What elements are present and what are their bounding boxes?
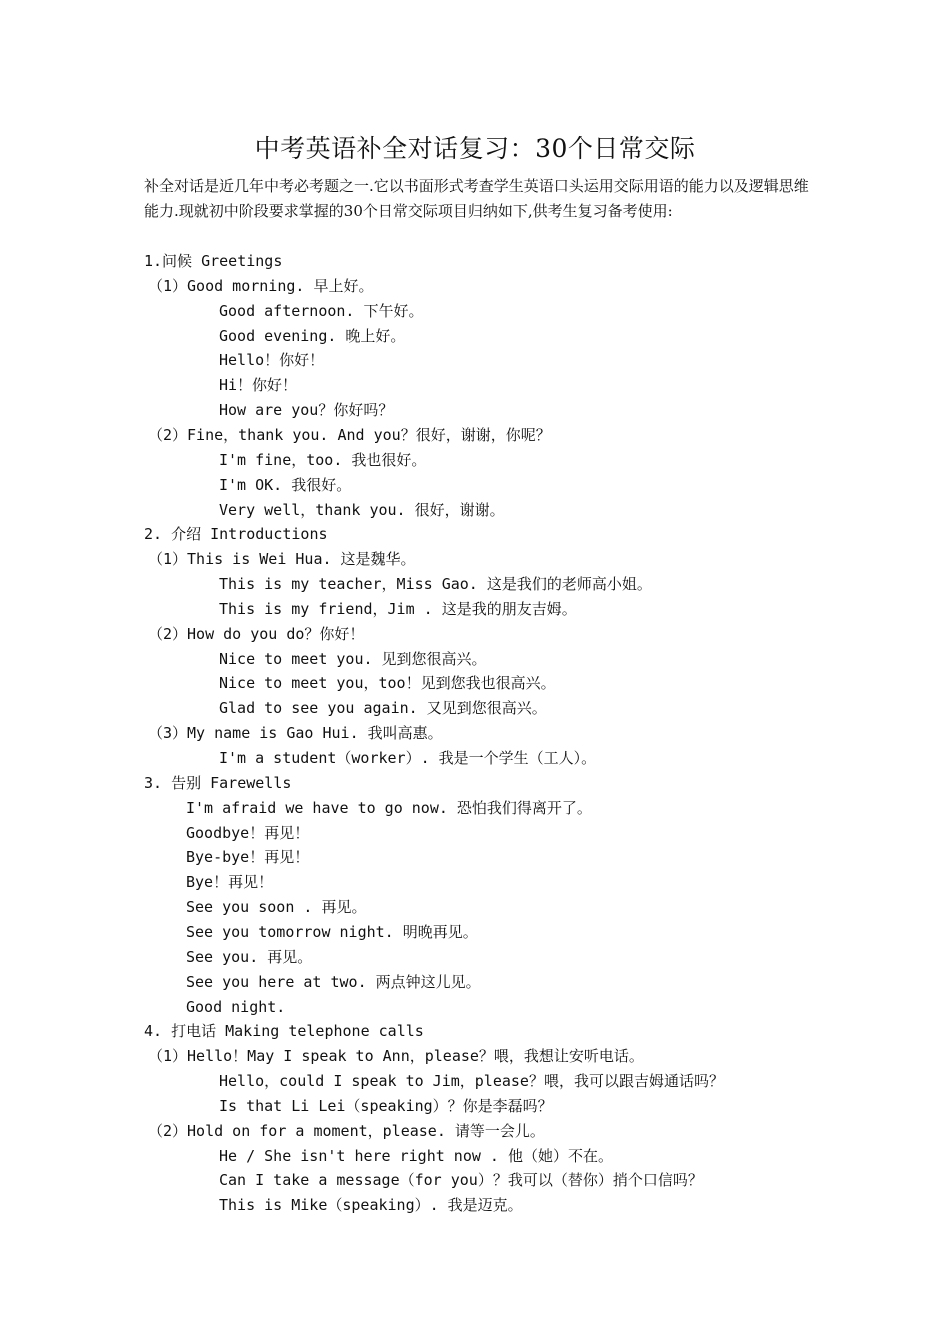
dialogue-line: （1）Good morning. 早上好。 bbox=[148, 276, 374, 295]
dialogue-line: Is that Li Lei（speaking）？你是李磊吗？ bbox=[219, 1096, 553, 1115]
dialogue-line: Bye-bye！再见！ bbox=[186, 848, 310, 867]
dialogue-line: （2）Fine，thank you. And you？很好，谢谢，你呢？ bbox=[148, 425, 551, 444]
dialogue-line: （2）How do you do？你好！ bbox=[148, 624, 365, 643]
dialogue-line: Goodbye！再见！ bbox=[186, 823, 310, 842]
dialogue-line: Hello，could I speak to Jim，please？喂，我可以跟吉姆通话吗？ bbox=[219, 1072, 724, 1091]
dialogue-line: Nice to meet you，too！见到您我也很高兴。 bbox=[219, 674, 556, 693]
section-heading: 1.问候 Greetings bbox=[144, 252, 283, 270]
dialogue-line: （1）This is Wei Hua. 这是魏华。 bbox=[148, 550, 416, 569]
section-heading: 2. 介绍 Introductions bbox=[144, 525, 328, 544]
dialogue-line: This is my teacher，Miss Gao. 这是我们的老师高小姐。 bbox=[219, 575, 652, 594]
dialogue-line: I'm fine，too. 我也很好。 bbox=[219, 450, 427, 469]
dialogue-line: Hello！你好！ bbox=[219, 351, 325, 370]
dialogue-line: （3）My name is Gao Hui. 我叫高惠。 bbox=[148, 724, 443, 743]
dialogue-line: This is Mike（speaking）. 我是迈克。 bbox=[219, 1196, 523, 1215]
dialogue-line: Very well，thank you. 很好，谢谢。 bbox=[219, 500, 505, 519]
dialogue-line: （1）Hello！May I speak to Ann，please？喂，我想让安听电话。 bbox=[148, 1047, 644, 1066]
dialogue-line: He / She isn't here right now . 他（她）不在。 bbox=[219, 1146, 613, 1165]
section-heading: 3. 告别 Farewells bbox=[144, 773, 292, 792]
intro-paragraph: 补全对话是近几年中考必考题之一.它以书面形式考查学生英语口头运用交际用语的能力以及逻辑思维能力.现就初中阶段要求掌握的30个日常交际项目归纳如下,供考生复习备考使用: bbox=[144, 177, 809, 220]
dialogue-line: Glad to see you again. 又见到您很高兴。 bbox=[219, 699, 547, 718]
dialogue-line: This is my friend，Jim . 这是我的朋友吉姆。 bbox=[219, 599, 577, 618]
dialogue-line: See you soon . 再见。 bbox=[186, 898, 367, 917]
page-title: 中考英语补全对话复习：30个日常交际 bbox=[254, 134, 696, 163]
dialogue-line: Good evening. 晚上好。 bbox=[219, 326, 406, 345]
dialogue-line: Bye！再见！ bbox=[186, 873, 274, 892]
dialogue-line: I'm a student（worker）. 我是一个学生（工人）。 bbox=[219, 749, 597, 767]
dialogue-line: Can I take a message（for you）？我可以（替你）捎个口信吗？ bbox=[219, 1171, 703, 1190]
dialogue-line: Hi！你好！ bbox=[219, 376, 298, 395]
section-heading: 4. 打电话 Making telephone calls bbox=[144, 1022, 424, 1041]
dialogue-line: Good night. bbox=[186, 997, 286, 1016]
dialogue-line: How are you？你好吗？ bbox=[219, 401, 394, 420]
dialogue-line: I'm OK. 我很好。 bbox=[219, 475, 352, 494]
dialogue-line: See you. 再见。 bbox=[186, 947, 313, 966]
dialogue-line: See you tomorrow night. 明晚再见。 bbox=[186, 922, 478, 941]
dialogue-line: I'm afraid we have to go now. 恐怕我们得离开了。 bbox=[186, 798, 592, 817]
dialogue-line: Good afternoon. 下午好。 bbox=[219, 301, 424, 320]
dialogue-line: （2）Hold on for a moment，please. 请等一会儿。 bbox=[148, 1121, 545, 1140]
dialogue-line: See you here at two. 两点钟这儿见。 bbox=[186, 972, 481, 991]
dialogue-line: Nice to meet you. 见到您很高兴。 bbox=[219, 649, 487, 668]
